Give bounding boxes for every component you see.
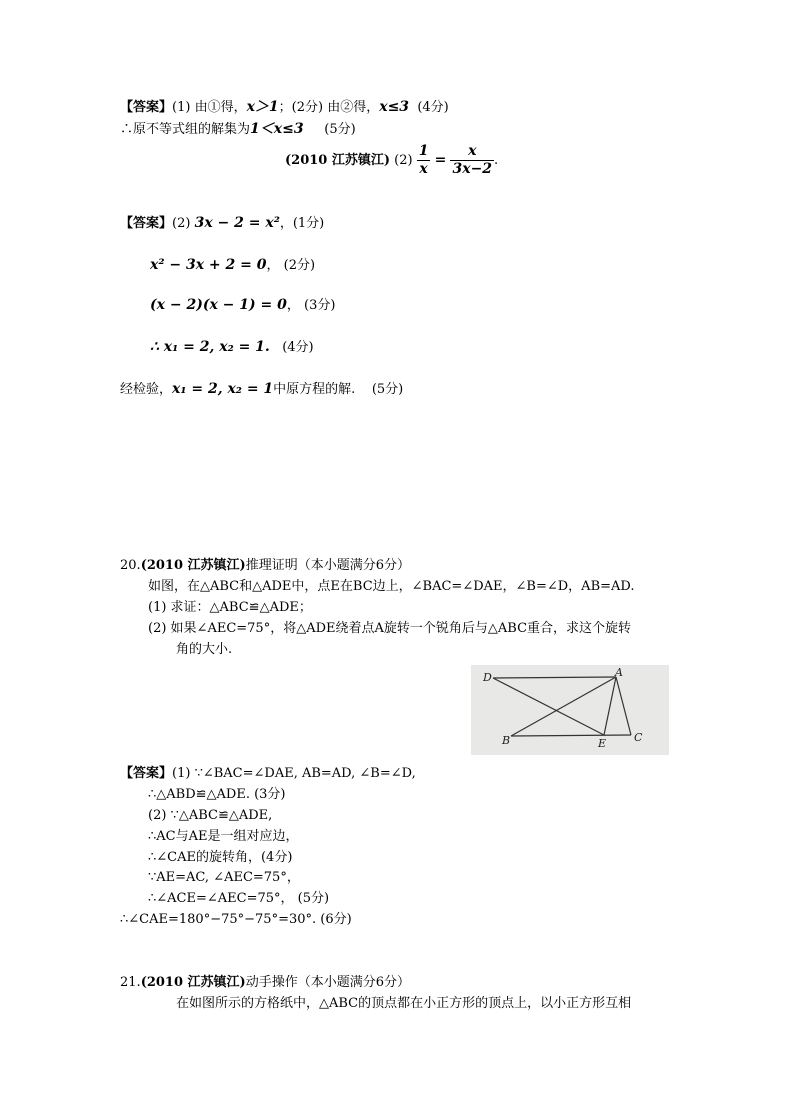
label-E: E [598,737,607,750]
answer-text: 经检验， [120,382,173,397]
q20-title [120,557,410,575]
question-number: 21. [120,975,141,990]
question-number: (2) [394,153,413,168]
score-text: (5分) [324,122,356,137]
score-text: ， (2分) [266,258,316,273]
math-expr: x₁ = 2, x₂ = 1 [172,381,274,397]
answer-20-line-1 [120,765,416,783]
math-expr: x＞1 [246,99,279,115]
answer-20-line-4 [148,828,298,846]
geometry-figure [471,665,669,755]
q20-text: 角的大小. [176,642,233,657]
label-A: A [615,666,623,679]
answer-label: 【答案】 [120,766,173,781]
q20-paragraph [148,578,635,596]
source-tag: (2010 江苏镇江) [140,558,246,573]
q20-part-2-cont [176,641,232,659]
answer-text: (1) 由①得， [172,100,247,115]
question-2-equation [285,142,498,179]
question-title: 动手操作（本小题满分6分） [245,975,410,990]
math-expr: 1＜x≤3 [250,121,304,137]
q20-text: (2) 如果∠AEC=75°，将△ADE绕着点A旋转一个锐角后与△ABC重合，求这个旋转 [148,621,632,636]
q20-text: (1) 求证：△ABC≌△ADE； [148,600,312,615]
source-tag: (2010 江苏镇江) [140,975,246,990]
answer-text: ∴原不等式组的解集为 [120,122,251,137]
answer-text: ∴AC与AE是一组对应边， [148,829,299,844]
period: . [494,153,499,168]
answer-text: ；(2分) 由②得， [278,100,380,115]
equals-sign: = [434,152,447,168]
answer-20-line-8 [120,911,352,929]
answer-label: 【答案】 [120,100,173,115]
answer-20-line-3 [148,807,272,825]
answer-text: ∴△ABD≌△ADE. (3分) [148,787,286,802]
math-expr: 3x − 2 = x² [194,215,280,231]
answer-label: 【答案】 [120,216,173,231]
answer-text: ∵AE=AC, ∠AEC=75°， [148,870,300,885]
answer-2-line-2 [150,256,315,275]
answer-20-line-7 [148,890,329,908]
q20-part-2 [148,620,631,638]
label-D: D [483,671,492,684]
math-expr: ∴ x₁ = 2, x₂ = 1. [150,339,270,355]
answer-text: ∴∠ACE=∠AEC=75°， (5分) [148,891,330,906]
q20-text: 如图，在△ABC和△ADE中，点E在BC边上，∠BAC=∠DAE，∠B=∠D，AB=AD. [148,579,635,594]
fraction-lhs [417,143,431,178]
question-number: (2) [172,216,191,231]
q21-title [120,974,410,992]
math-expr: (x − 2)(x − 1) = 0 [150,297,287,313]
question-number: 20. [120,558,141,573]
math-expr: x² − 3x + 2 = 0 [150,257,267,273]
answer-2-line-1 [120,214,324,233]
answer-20-line-2 [148,786,286,804]
q21-text: 在如图所示的方格纸中，△ABC的顶点都在小正方形的顶点上，以小正方形互相 [176,996,632,1011]
numerator: 1 [418,143,429,159]
answer-2-line-4 [150,338,314,357]
denominator: x [417,160,431,178]
answer-20-line-6 [148,869,300,887]
score-text: ，(1分) [279,216,325,231]
answer-line-2 [120,120,356,139]
label-B: B [502,734,511,747]
answer-line-1 [120,98,449,117]
answer-text: (1) ∵∠BAC=∠DAE, AB=AD, ∠B=∠D, [172,766,416,781]
q20-part-1 [148,599,312,617]
numerator: x [468,143,477,159]
label-C: C [634,731,643,744]
answer-text: ∴∠CAE=180°−75°−75°=30°. (6分) [120,912,352,927]
answer-text: 中原方程的解. [273,382,356,397]
source-tag: (2010 江苏镇江) [285,153,391,168]
score-text: (4分) [282,340,314,355]
answer-2-line-5 [120,380,403,399]
answer-text: (2) ∵△ABC≌△ADE, [148,808,273,823]
score-text: (5分) [371,382,404,397]
answer-2-line-3 [150,296,335,315]
score-text: (4分) [417,100,449,115]
question-title: 推理证明（本小题满分6分） [245,558,410,573]
answer-text: ∴∠CAE的旋转角，(4分) [148,850,293,865]
answer-20-line-5 [148,849,292,867]
score-text: ， (3分) [286,298,336,313]
fraction-rhs [450,143,494,178]
math-expr: x≤3 [379,99,410,115]
q21-paragraph [176,995,631,1013]
denominator: 3x−2 [452,161,493,177]
